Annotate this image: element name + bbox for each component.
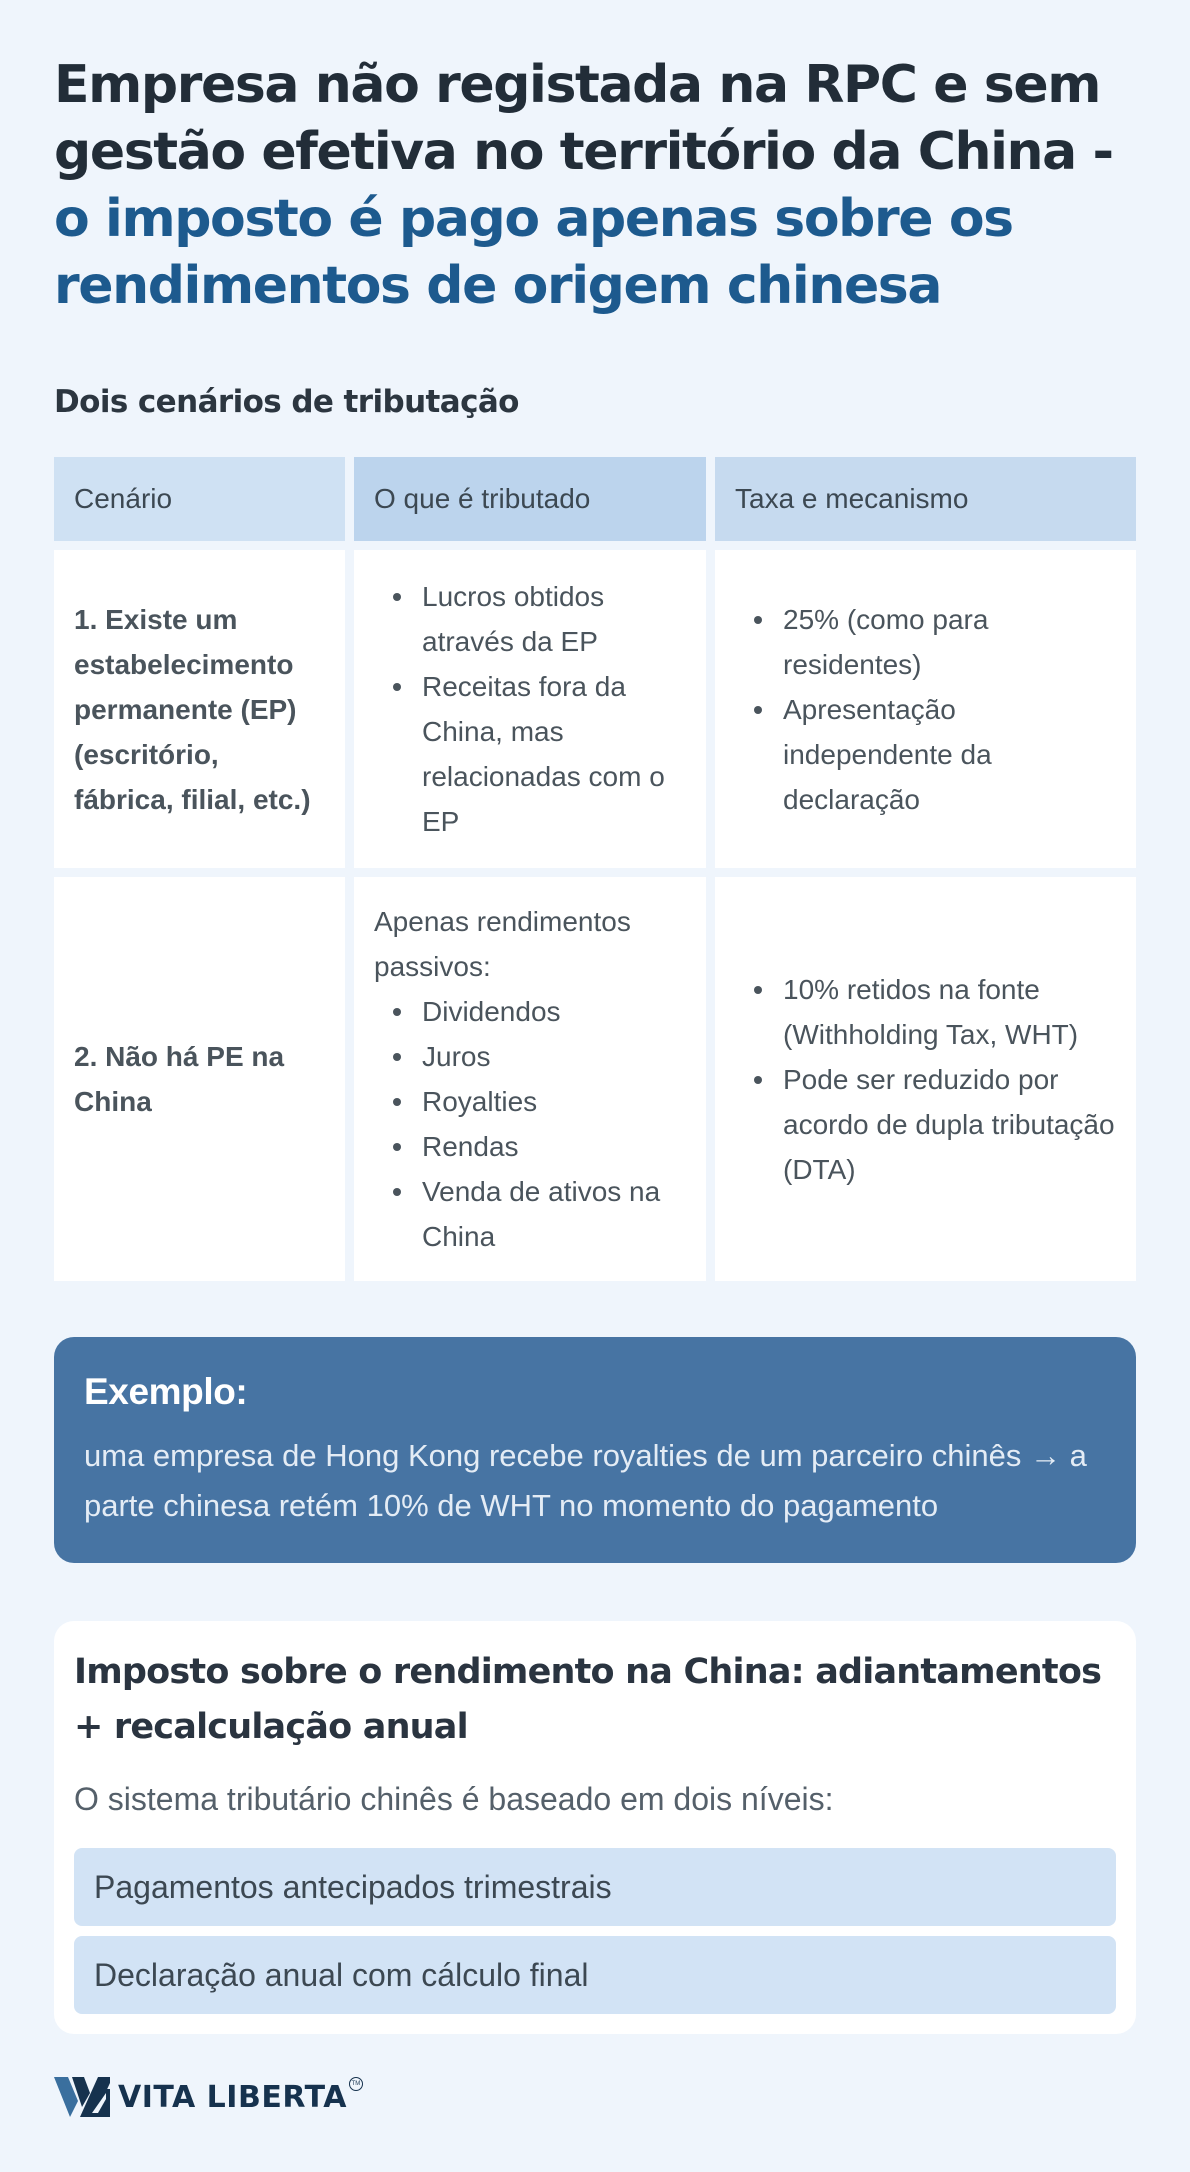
list-item: 25% (como para residentes) bbox=[735, 597, 1116, 687]
tax-card bbox=[54, 1621, 1136, 2034]
table-header-row bbox=[54, 457, 1136, 541]
list-item: Rendas bbox=[374, 1124, 686, 1169]
taxed-list bbox=[374, 989, 686, 1259]
rate-cell bbox=[715, 550, 1136, 868]
list-item: Lucros obtidos através da EP bbox=[374, 574, 686, 664]
list-item: Receitas fora da China, mas relacionadas com o EP bbox=[374, 664, 686, 844]
tax-card-item-annual: Declaração anual com cálculo final bbox=[74, 1936, 1116, 2014]
brand-name: VITA LIBERTA bbox=[118, 2079, 347, 2115]
scenarios-section-title: Dois cenários de tributação bbox=[54, 384, 519, 420]
column-header-scenario: Cenário bbox=[54, 457, 345, 541]
vita-liberta-logo-icon bbox=[54, 2075, 110, 2119]
rate-list bbox=[735, 597, 1116, 822]
footer bbox=[54, 2075, 363, 2119]
rate-list bbox=[735, 967, 1116, 1192]
page bbox=[54, 52, 1136, 2034]
example-heading: Exemplo: bbox=[84, 1371, 248, 1412]
tax-card-title: Imposto sobre o rendimento na China: adiantamentos + recalculação anual bbox=[74, 1652, 1102, 1747]
taxed-intro: Apenas rendimentos passivos: bbox=[374, 906, 631, 982]
scenarios-table bbox=[45, 448, 1145, 1290]
taxed-cell bbox=[354, 877, 706, 1281]
list-item: Pode ser reduzido por acordo de dupla tributação (DTA) bbox=[735, 1057, 1116, 1192]
rate-cell bbox=[715, 877, 1136, 1281]
page-title-main: Empresa não registada na RPC e sem gestão efetiva no território da China - bbox=[54, 55, 1113, 182]
taxed-cell bbox=[354, 550, 706, 868]
list-item: 10% retidos na fonte (Withholding Tax, WHT) bbox=[735, 967, 1116, 1057]
page-title bbox=[54, 52, 1136, 320]
list-item: Apresentação independente da declaração bbox=[735, 687, 1116, 822]
tax-card-item-quarterly: Pagamentos antecipados trimestrais bbox=[74, 1848, 1116, 1926]
taxed-list bbox=[374, 574, 686, 844]
list-item: Venda de ativos na China bbox=[374, 1169, 686, 1259]
list-item: Juros bbox=[374, 1034, 686, 1079]
scenario-name: 2. Não há PE na China bbox=[54, 877, 345, 1281]
trademark-badge: TM bbox=[349, 2077, 363, 2091]
example-body: uma empresa de Hong Kong recebe royalties de um parceiro chinês → a parte chinesa retém 10% de WHT no momento do pagamento bbox=[84, 1438, 1087, 1523]
page-title-accent: o imposto é pago apenas sobre os rendimentos de origem chinesa bbox=[54, 189, 1013, 316]
column-header-rate: Taxa e mecanismo bbox=[715, 457, 1136, 541]
tax-card-subtitle: O sistema tributário chinês é baseado em dois níveis: bbox=[74, 1781, 834, 1817]
example-box bbox=[54, 1337, 1136, 1563]
list-item: Dividendos bbox=[374, 989, 686, 1034]
table-row bbox=[54, 550, 1136, 868]
column-header-taxed: O que é tributado bbox=[354, 457, 706, 541]
list-item: Royalties bbox=[374, 1079, 686, 1124]
scenario-name: 1. Existe um estabelecimento permanente (EP) (escritório, fábrica, filial, etc.) bbox=[54, 550, 345, 868]
table-row bbox=[54, 877, 1136, 1281]
